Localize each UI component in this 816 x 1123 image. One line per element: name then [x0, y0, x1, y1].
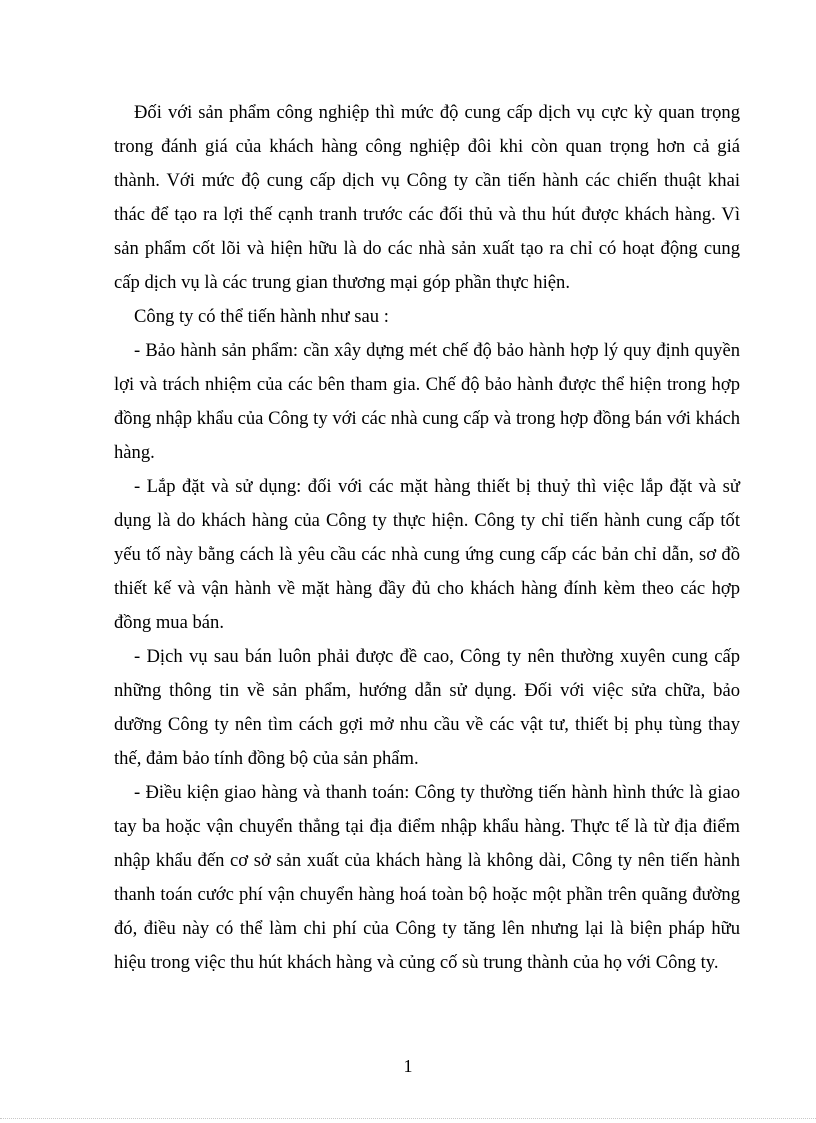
paragraph-after-sales-service: - Dịch vụ sau bán luôn phải được đề cao, Công ty nên thường xuyên cung cấp những thông tin về sản phẩm, hướng dẫn sử dụng. Đối với việc sửa chữa, bảo dưỡng Công ty nên tìm cách gợi mở nhu cầu về các vật tư, thiết bị phụ tùng thay thế, đảm bảo tính đồng bộ của sản phẩm. [114, 646, 740, 769]
paragraph-company-actions-intro: Công ty có thể tiến hành như sau : [134, 306, 389, 327]
page-number: 1 [403, 1056, 413, 1076]
paragraph-delivery-payment: - Điều kiện giao hàng và thanh toán: Công ty thường tiến hành hình thức là giao tay ba hoặc vận chuyển thẳng tại địa điểm nhập khẩu hàng. Thực tế là từ địa điểm nhập khẩu đến cơ sở sản xuất của khách hàng là không dài, Công ty nên tiến hành thanh toán cước phí vận chuyển hàng hoá toàn bộ hoặc một phần trên quãng đường đó, điều này có thể làm chi phí của Công ty tăng lên nhưng lại là biện pháp hữu hiệu trong việc thu hút khách hàng và củng cố sù trung thành của họ với Công ty. [114, 782, 740, 973]
document-body [114, 96, 740, 980]
paragraph-warranty: - Bảo hành sản phẩm: cần xây dựng mét chế độ bảo hành hợp lý quy định quyền lợi và trách nhiệm của các bên tham gia. Chế độ bảo hành được thể hiện trong hợp đồng nhập khẩu của Công ty với các nhà cung cấp và trong hợp đồng bán với khách hàng. [114, 340, 740, 463]
paragraph-installation-usage: - Lắp đặt và sử dụng: đối với các mặt hàng thiết bị thuỷ thì việc lắp đặt và sử dụng là do khách hàng của Công ty thực hiện. Công ty chỉ tiến hành cung cấp tốt yếu tố này bằng cách là yêu cầu các nhà cung ứng cung cấp các bản chỉ dẫn, sơ đồ thiết kế và vận hành về mặt hàng đầy đủ cho khách hàng đính kèm theo các hợp đồng mua bán. [114, 476, 740, 633]
page-break-divider [0, 1118, 816, 1119]
paragraph-service-importance: Đối với sản phẩm công nghiệp thì mức độ cung cấp dịch vụ cực kỳ quan trọng trong đánh giá của khách hàng công nghiệp đôi khi còn quan trọng hơn cả giá thành. Với mức độ cung cấp dịch vụ Công ty cần tiến hành các chiến thuật khai thác để tạo ra lợi thế cạnh tranh trước các đối thủ và thu hút được khách hàng. Vì sản phẩm cốt lõi và hiện hữu là do các nhà sản xuất tạo ra chỉ có hoạt động cung cấp dịch vụ là các trung gian thương mại góp phần thực hiện. [114, 102, 740, 293]
